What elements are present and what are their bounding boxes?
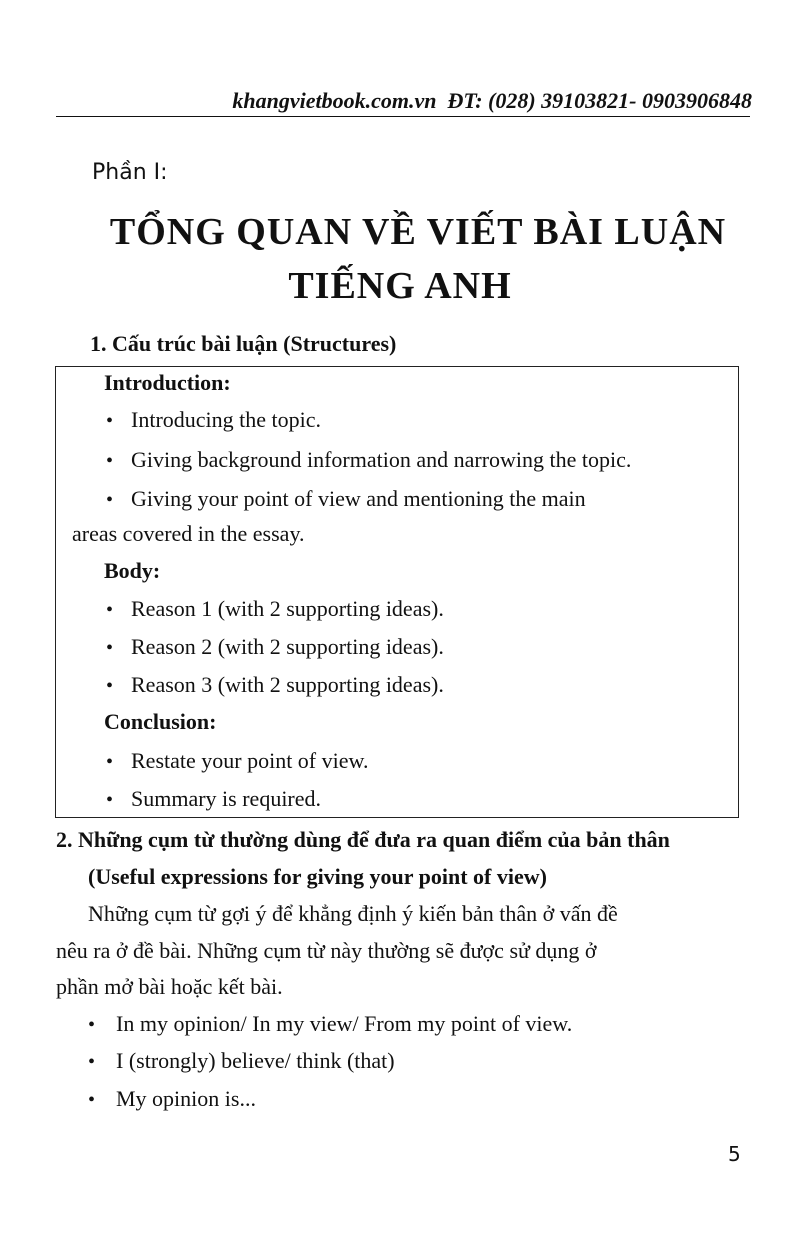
- bullet-icon: •: [106, 637, 114, 659]
- conclusion-item: Restate your point of view.: [131, 748, 369, 773]
- bullet-icon: •: [106, 489, 114, 511]
- chapter-title-line-2: TIẾNG ANH: [288, 265, 512, 307]
- page-number: 5: [728, 1142, 741, 1166]
- bullet-icon: •: [106, 675, 114, 697]
- body-label: Body:: [104, 558, 161, 583]
- bullet-icon: •: [106, 751, 114, 773]
- conclusion-label: Conclusion:: [104, 709, 217, 734]
- expression-item: My opinion is...: [116, 1086, 256, 1111]
- section-1-heading: 1. Cấu trúc bài luận (Structures): [90, 331, 397, 356]
- body-item: Reason 3 (with 2 supporting ideas).: [131, 672, 444, 697]
- header-rule: [56, 116, 750, 117]
- introduction-item-continuation: areas covered in the essay.: [72, 521, 305, 546]
- header-website: khangvietbook.com.vn: [232, 88, 437, 113]
- paragraph-line: phần mở bài hoặc kết bài.: [56, 974, 283, 999]
- introduction-item: Giving your point of view and mentioning the main: [131, 486, 586, 511]
- introduction-item: Giving background information and narrowing the topic.: [131, 447, 632, 472]
- expression-item: In my opinion/ In my view/ From my point of view.: [116, 1011, 573, 1036]
- bullet-icon: •: [106, 410, 114, 432]
- bullet-icon: •: [88, 1014, 96, 1036]
- body-item: Reason 2 (with 2 supporting ideas).: [131, 634, 444, 659]
- paragraph-line: Những cụm từ gợi ý để khẳng định ý kiến bản thân ở vấn đề: [88, 901, 618, 926]
- header-contact: ĐT: (028) 39103821- 0903906848: [447, 88, 752, 113]
- part-label: Phần I:: [92, 160, 168, 185]
- bullet-icon: •: [106, 789, 114, 811]
- chapter-title-line-1: TỔNG QUAN VỀ VIẾT BÀI LUẬN: [109, 211, 727, 253]
- paragraph-line: nêu ra ở đề bài. Những cụm từ này thường sẽ được sử dụng ở: [56, 938, 597, 963]
- bullet-icon: •: [88, 1051, 96, 1073]
- bullet-icon: •: [88, 1089, 96, 1111]
- page-header: [160, 88, 752, 114]
- section-2-heading: 2. Những cụm từ thường dùng để đưa ra quan điểm của bản thân: [56, 827, 670, 852]
- conclusion-item: Summary is required.: [131, 786, 322, 811]
- introduction-item: Introducing the topic.: [131, 407, 322, 432]
- section-2-subheading: (Useful expressions for giving your point of view): [88, 864, 547, 889]
- bullet-icon: •: [106, 450, 114, 472]
- bullet-icon: •: [106, 599, 114, 621]
- introduction-label: Introduction:: [104, 370, 231, 395]
- body-item: Reason 1 (with 2 supporting ideas).: [131, 596, 444, 621]
- expression-item: I (strongly) believe/ think (that): [116, 1048, 395, 1073]
